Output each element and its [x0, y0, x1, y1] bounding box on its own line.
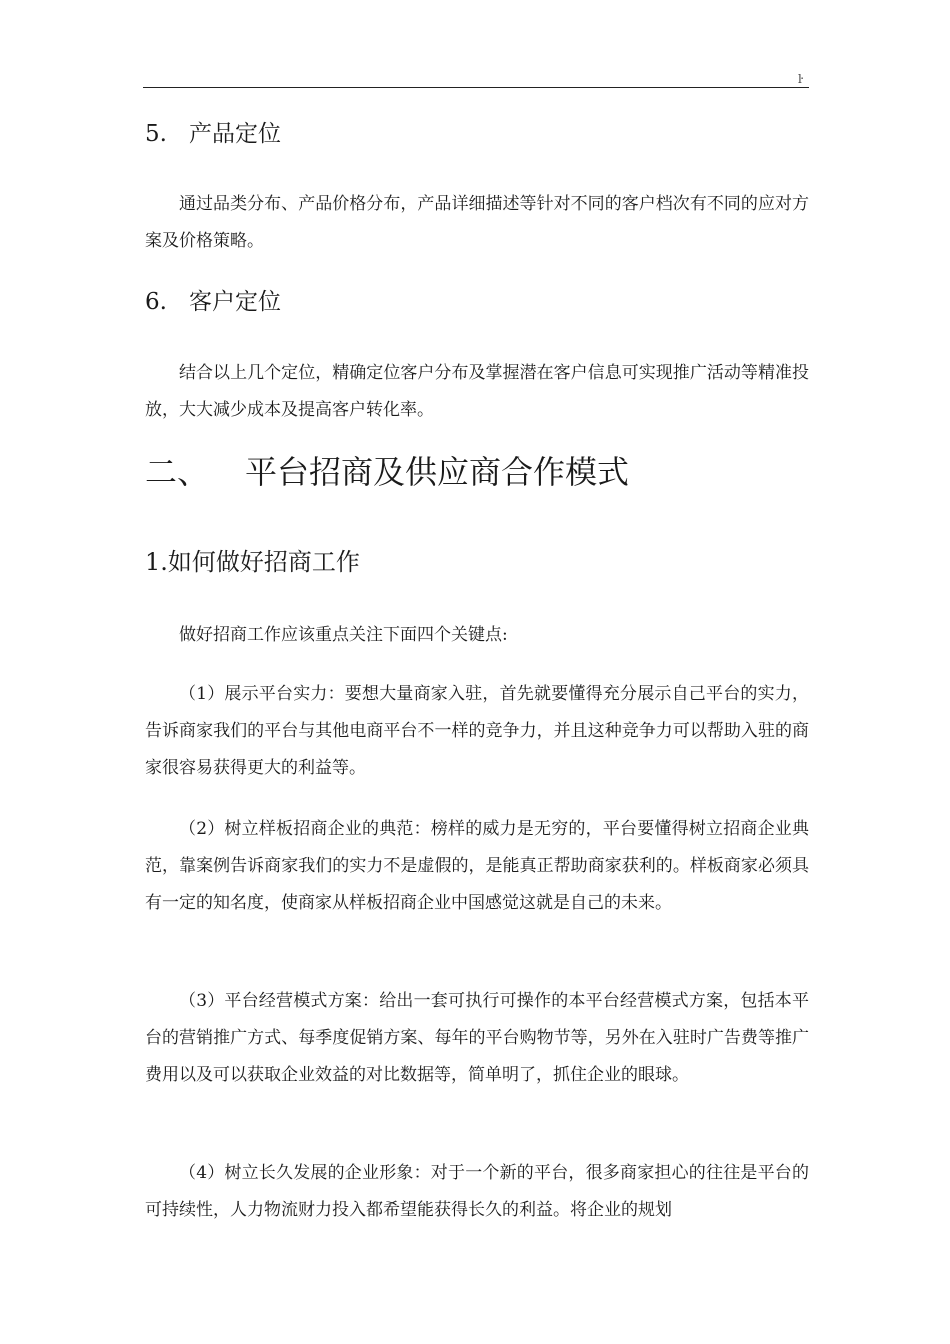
paragraph-intro: 做好招商工作应该重点关注下面四个关键点:	[179, 625, 508, 645]
section-title: 客户定位	[189, 289, 281, 315]
section-heading-customer-positioning	[145, 288, 281, 316]
section-number: 5.	[145, 121, 167, 147]
header-rule	[143, 87, 809, 88]
paragraph-point-3: （3）平台经营模式方案：给出一套可执行可操作的本平台经营模式方案，包括本平台的营销推广方式、每季度促销方案、每年的平台购物节等，另外在入驻时广告费等推广费用以及可以获取企业效益的对比数据等，简单明了，抓住企业的眼球。	[145, 991, 809, 1085]
chapter-title: 平台招商及供应商合作模式	[245, 453, 630, 491]
paragraph-customer-positioning: 结合以上几个定位，精确定位客户分布及掌握潜在客户信息可实现推广活动等精准投放，大大减少成本及提高客户转化率。	[145, 363, 809, 420]
paragraph-point-4: （4）树立长久发展的企业形象：对于一个新的平台，很多商家担心的往往是平台的可持续性，人力物流财力投入都希望能获得长久的利益。将企业的规划	[145, 1163, 809, 1220]
section-heading-product-positioning	[145, 120, 281, 148]
section-number: 6.	[145, 289, 167, 315]
paragraph-product-positioning: 通过品类分布、产品价格分布，产品详细描述等针对不同的客户档次有不同的应对方案及价格策略。	[145, 194, 809, 251]
chapter-heading	[145, 452, 629, 492]
subsection-heading: 1.如何做好招商工作	[145, 548, 360, 576]
chapter-number: 二、	[145, 453, 210, 491]
paragraph-point-2: （2）树立样板招商企业的典范：榜样的威力是无穷的，平台要懂得树立招商企业典范，靠案例告诉商家我们的实力不是虚假的，是能真正帮助商家获利的。样板商家必须具有一定的知名度，使商家从样板招商企业中国感觉这就是自己的未来。	[145, 819, 809, 913]
section-title: 产品定位	[189, 121, 281, 147]
header-mark: ŀ	[798, 72, 802, 86]
paragraph-point-1: （1）展示平台实力：要想大量商家入驻，首先就要懂得充分展示自己平台的实力，告诉商家我们的平台与其他电商平台不一样的竞争力，并且这种竞争力可以帮助入驻的商家很容易获得更大的利益等。	[145, 684, 809, 778]
